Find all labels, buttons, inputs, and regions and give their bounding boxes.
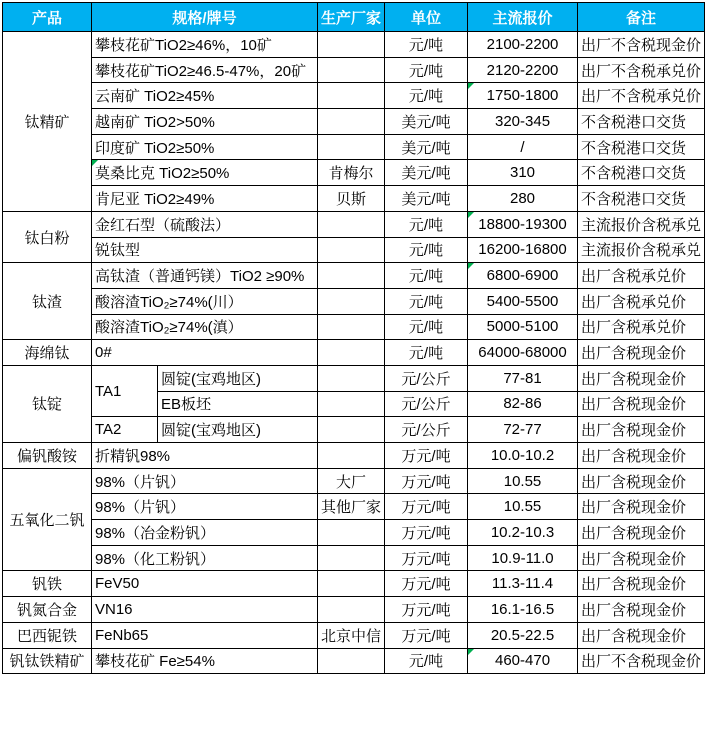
cell-unit: 万元/吨: [385, 545, 468, 571]
cell-spec: 金红石型（硫酸法）: [92, 211, 318, 237]
cell-note: 出厂不含税现金价: [578, 32, 705, 58]
cell-price: [468, 211, 578, 237]
cell-spec: 0#: [92, 340, 318, 366]
cell-note: 出厂含税承兑价: [578, 314, 705, 340]
cell-manufacturer: [318, 648, 385, 674]
cell-manufacturer: [318, 545, 385, 571]
cell-unit: 元/吨: [385, 263, 468, 289]
cell-note: 出厂含税现金价: [578, 571, 705, 597]
header-note: 备注: [578, 3, 705, 32]
cell-note: 出厂含税现金价: [578, 520, 705, 546]
cell-spec: 高钛渣（普通钙镁）TiO2 ≥90%: [92, 263, 318, 289]
cell-spec: VN16: [92, 597, 318, 623]
cell-price: 77-81: [468, 365, 578, 391]
cell-spec: 攀枝花矿 Fe≥54%: [92, 648, 318, 674]
comment-flag-icon: [468, 649, 474, 655]
cell-unit: 元/公斤: [385, 417, 468, 443]
cell-note: 出厂含税现金价: [578, 545, 705, 571]
cell-unit: 元/吨: [385, 340, 468, 366]
cell-price: 20.5-22.5: [468, 622, 578, 648]
cell-product-group: 巴西铌铁: [3, 622, 92, 648]
cell-manufacturer: [318, 32, 385, 58]
cell-manufacturer: [318, 597, 385, 623]
cell-spec-grade: TA1: [92, 365, 158, 416]
cell-manufacturer: [318, 211, 385, 237]
table-row: [3, 160, 705, 186]
cell-price: 10.9-11.0: [468, 545, 578, 571]
cell-note: 主流报价含税承兑: [578, 237, 705, 263]
table-row: [3, 443, 705, 469]
table-row: [3, 288, 705, 314]
cell-spec: 折精钒98%: [92, 443, 318, 469]
table-row: [3, 314, 705, 340]
cell-unit: 美元/吨: [385, 186, 468, 212]
cell-unit: 元/吨: [385, 288, 468, 314]
cell-product-group: 钒钛铁精矿: [3, 648, 92, 674]
cell-unit: 元/吨: [385, 57, 468, 83]
cell-price: 310: [468, 160, 578, 186]
cell-note: 出厂不含税承兑价: [578, 57, 705, 83]
table-row: [3, 263, 705, 289]
cell-product-group: 钒铁: [3, 571, 92, 597]
cell-spec: 肯尼亚 TiO2≥49%: [92, 186, 318, 212]
cell-price: 10.2-10.3: [468, 520, 578, 546]
table-row: [3, 365, 705, 391]
cell-note: 出厂含税现金价: [578, 494, 705, 520]
cell-product-group: 钒氮合金: [3, 597, 92, 623]
cell-unit: 美元/吨: [385, 134, 468, 160]
cell-note: 不含税港口交货: [578, 186, 705, 212]
cell-manufacturer: 贝斯: [318, 186, 385, 212]
cell-unit: 元/吨: [385, 211, 468, 237]
cell-price: 16.1-16.5: [468, 597, 578, 623]
cell-price: 5400-5500: [468, 288, 578, 314]
cell-manufacturer: [318, 571, 385, 597]
cell-note: 出厂含税现金价: [578, 443, 705, 469]
cell-unit: 万元/吨: [385, 520, 468, 546]
cell-price: 280: [468, 186, 578, 212]
cell-unit: 元/吨: [385, 83, 468, 109]
cell-spec: 攀枝花矿TiO2≥46%，10矿: [92, 32, 318, 58]
cell-manufacturer: [318, 340, 385, 366]
cell-product-group: 钛锭: [3, 365, 92, 442]
comment-flag-icon: [468, 212, 474, 218]
cell-price: [468, 263, 578, 289]
cell-manufacturer: 其他厂家: [318, 494, 385, 520]
cell-manufacturer: [318, 288, 385, 314]
table-row: [3, 545, 705, 571]
cell-price: /: [468, 134, 578, 160]
cell-price: 16200-16800: [468, 237, 578, 263]
cell-spec: 印度矿 TiO2≥50%: [92, 134, 318, 160]
cell-note: 出厂含税现金价: [578, 391, 705, 417]
header-price: 主流报价: [468, 3, 578, 32]
cell-product-group: 海绵钛: [3, 340, 92, 366]
table-row: [3, 340, 705, 366]
cell-spec: 酸溶渣TiO₂≥74%(川）: [92, 288, 318, 314]
cell-unit: 美元/吨: [385, 109, 468, 135]
table-row: [3, 571, 705, 597]
table-row: [3, 57, 705, 83]
comment-flag-icon: [468, 83, 474, 89]
cell-unit: 元/吨: [385, 237, 468, 263]
cell-manufacturer: [318, 237, 385, 263]
table-row: [3, 597, 705, 623]
cell-price-text: 18800-19300: [478, 215, 567, 233]
cell-spec: FeV50: [92, 571, 318, 597]
cell-manufacturer: [318, 314, 385, 340]
cell-manufacturer: [318, 391, 385, 417]
table-row: [3, 622, 705, 648]
cell-spec: 云南矿 TiO2≥45%: [92, 83, 318, 109]
cell-spec: [92, 160, 318, 186]
header-manufacturer: 生产厂家: [318, 3, 385, 32]
cell-price-text: 1750-1800: [486, 87, 559, 105]
table-row: [3, 520, 705, 546]
cell-spec: 锐钛型: [92, 237, 318, 263]
cell-manufacturer: [318, 417, 385, 443]
table-row: [3, 468, 705, 494]
cell-spec-text: 莫桑比克 TiO2≥50%: [95, 165, 230, 183]
cell-unit: 万元/吨: [385, 494, 468, 520]
cell-manufacturer: [318, 365, 385, 391]
header-unit: 单位: [385, 3, 468, 32]
cell-spec: 98%（化工粉钒）: [92, 545, 318, 571]
cell-price: [468, 648, 578, 674]
cell-spec: 98%（片钒）: [92, 468, 318, 494]
cell-note: 出厂不含税现金价: [578, 648, 705, 674]
table-row: [3, 186, 705, 212]
cell-spec: FeNb65: [92, 622, 318, 648]
cell-spec-sub: EB板坯: [158, 391, 318, 417]
table-row: [3, 237, 705, 263]
cell-unit: 万元/吨: [385, 597, 468, 623]
cell-spec: 攀枝花矿TiO2≥46.5-47%，20矿: [92, 57, 318, 83]
cell-unit: 元/吨: [385, 648, 468, 674]
table-row: [3, 417, 705, 443]
cell-price-text: 6800-6900: [486, 267, 559, 285]
cell-note: 出厂含税承兑价: [578, 288, 705, 314]
cell-manufacturer: 北京中信: [318, 622, 385, 648]
header-spec: 规格/牌号: [92, 3, 318, 32]
cell-price: 320-345: [468, 109, 578, 135]
cell-manufacturer: [318, 520, 385, 546]
cell-manufacturer: 肯梅尔: [318, 160, 385, 186]
cell-note: 出厂含税现金价: [578, 340, 705, 366]
cell-price: 2120-2200: [468, 57, 578, 83]
table-row: [3, 32, 705, 58]
cell-spec: 98%（冶金粉钒）: [92, 520, 318, 546]
cell-spec: 酸溶渣TiO₂≥74%(滇）: [92, 314, 318, 340]
cell-spec-sub: 圆锭(宝鸡地区): [158, 365, 318, 391]
table-row: [3, 109, 705, 135]
cell-manufacturer: [318, 83, 385, 109]
cell-unit: 元/公斤: [385, 391, 468, 417]
cell-unit: 元/吨: [385, 32, 468, 58]
cell-unit: 万元/吨: [385, 571, 468, 597]
cell-price: 2100-2200: [468, 32, 578, 58]
cell-manufacturer: 大厂: [318, 468, 385, 494]
cell-note: 不含税港口交货: [578, 160, 705, 186]
cell-manufacturer: [318, 443, 385, 469]
cell-note: 出厂含税现金价: [578, 365, 705, 391]
cell-manufacturer: [318, 263, 385, 289]
cell-note: 出厂含税现金价: [578, 468, 705, 494]
cell-manufacturer: [318, 109, 385, 135]
cell-note: 不含税港口交货: [578, 134, 705, 160]
cell-unit: 元/公斤: [385, 365, 468, 391]
cell-product-group: 钛白粉: [3, 211, 92, 262]
cell-note: 出厂含税现金价: [578, 622, 705, 648]
cell-spec: 98%（片钒）: [92, 494, 318, 520]
cell-spec: 越南矿 TiO2>50%: [92, 109, 318, 135]
comment-flag-icon: [468, 263, 474, 269]
table-row: [3, 494, 705, 520]
table-row: [3, 134, 705, 160]
cell-manufacturer: [318, 57, 385, 83]
cell-product-group: 偏钒酸铵: [3, 443, 92, 469]
cell-price: 72-77: [468, 417, 578, 443]
cell-price: [468, 83, 578, 109]
cell-product-group: 五氧化二钒: [3, 468, 92, 571]
cell-product-group: 钛精矿: [3, 32, 92, 212]
cell-unit: 元/吨: [385, 314, 468, 340]
table-row: [3, 211, 705, 237]
cell-note: 出厂不含税承兑价: [578, 83, 705, 109]
cell-price: 10.0-10.2: [468, 443, 578, 469]
cell-price: 10.55: [468, 468, 578, 494]
cell-price: 82-86: [468, 391, 578, 417]
cell-unit: 万元/吨: [385, 443, 468, 469]
header-product: 产品: [3, 3, 92, 32]
cell-note: 主流报价含税承兑: [578, 211, 705, 237]
cell-spec-sub: 圆锭(宝鸡地区): [158, 417, 318, 443]
cell-unit: 万元/吨: [385, 468, 468, 494]
cell-unit: 美元/吨: [385, 160, 468, 186]
table-row: [3, 83, 705, 109]
cell-note: 出厂含税现金价: [578, 597, 705, 623]
cell-manufacturer: [318, 134, 385, 160]
cell-note: 不含税港口交货: [578, 109, 705, 135]
table-row: [3, 648, 705, 674]
cell-price: 5000-5100: [468, 314, 578, 340]
comment-flag-icon: [92, 160, 98, 166]
cell-unit: 万元/吨: [385, 622, 468, 648]
cell-note: 出厂含税现金价: [578, 417, 705, 443]
cell-note: 出厂含税承兑价: [578, 263, 705, 289]
header-row: [3, 3, 705, 32]
cell-price: 64000-68000: [468, 340, 578, 366]
cell-spec-grade: TA2: [92, 417, 158, 443]
cell-price: 11.3-11.4: [468, 571, 578, 597]
cell-price: 10.55: [468, 494, 578, 520]
cell-product-group: 钛渣: [3, 263, 92, 340]
cell-price-text: 460-470: [494, 652, 551, 670]
price-table: [2, 2, 705, 674]
